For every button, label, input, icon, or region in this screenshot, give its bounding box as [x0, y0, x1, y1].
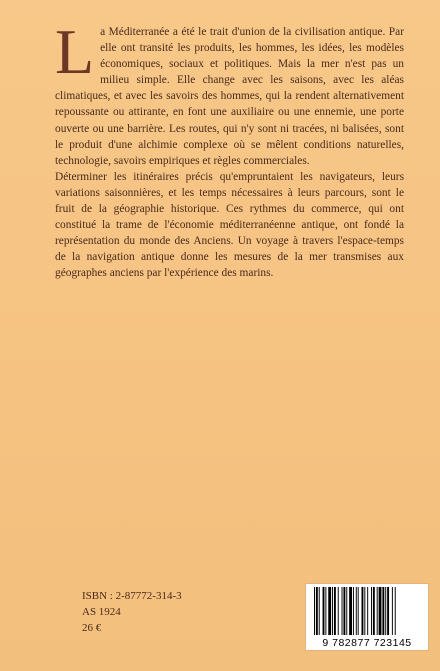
- paragraph-1-text: a Méditerranée a été le trait d'union de la civilisation antique. Par elle ont transité les produits, les hommes, les idées, les modèles économiques, sociaux et politiques. Mais la mer n'est pas un milieu simple. Elle change avec les saisons, avec les aléas climatiques, et avec les savoirs des hommes, qui la rendent alternativement repoussante ou attirante, en font une auxiliaire ou une ennemie, une porte ouverte ou une barrière. Les routes, qui n'y sont ni tracées, ni balisées, sont le produit d'une alchimie complexe où se mêlent conditions naturelles, technologie, savoirs empiriques et règles commerciales.: [55, 26, 404, 167]
- barcode-bar: [353, 587, 354, 635]
- barcode-bars: [314, 587, 424, 635]
- barcode-bar: [343, 587, 345, 635]
- barcode-bar: [371, 587, 372, 635]
- barcode-bar: [342, 587, 343, 635]
- barcode-bar: [373, 587, 375, 635]
- barcode-bar: [387, 587, 389, 635]
- barcode-bar: [314, 587, 315, 635]
- barcode-bar: [356, 587, 357, 635]
- blurb-paragraph-2: [55, 169, 404, 282]
- barcode-bar: [395, 587, 396, 635]
- barcode-bar: [362, 587, 364, 635]
- drop-cap: L: [55, 16, 95, 87]
- barcode-bar: [358, 587, 359, 635]
- barcode-bar: [379, 587, 382, 635]
- barcode-bar: [382, 587, 384, 635]
- isbn-label: ISBN : 2-87772-314-3: [82, 590, 182, 602]
- isbn-price-block: [82, 588, 182, 636]
- barcode-bar: [334, 587, 336, 635]
- barcode-bar: [332, 587, 333, 635]
- barcode-bar: [323, 587, 325, 635]
- barcode-bar: [377, 587, 378, 635]
- barcode-bar: [319, 587, 320, 635]
- blurb-paragraph-1: [55, 16, 404, 169]
- paragraph-2-text: Déterminer les itinéraires précis qu'empruntaient les navigateurs, leurs variations saisonnières, et les temps nécessaires à leurs parcours, sont le fruit de la géographie historique. Ces rythmes du commerce, qui ont constitué la trame de l'économie méditerranéenne antique, ont fondé la représentation du monde des Anciens. Un voyage à travers l'espace-temps de la navigation antique donne les mesures de la mer transmises aux géographes anciens par l'expérience des marins.: [55, 170, 404, 280]
- barcode-bar: [316, 587, 318, 635]
- barcode: [305, 583, 429, 651]
- barcode-bar: [392, 587, 393, 635]
- series-code: AS 1924: [82, 606, 121, 618]
- barcode-bar: [349, 587, 352, 635]
- barcode-digits: 9 782877 723145: [322, 637, 412, 649]
- barcode-bar: [338, 587, 339, 635]
- price-label: 26 €: [82, 622, 102, 634]
- barcode-bar: [346, 587, 347, 635]
- blurb-text: [55, 16, 404, 282]
- barcode-bar: [328, 587, 331, 635]
- barcode-bar: [364, 587, 365, 635]
- barcode-bar: [325, 587, 326, 635]
- barcode-bar: [367, 587, 368, 635]
- barcode-bar: [385, 587, 386, 635]
